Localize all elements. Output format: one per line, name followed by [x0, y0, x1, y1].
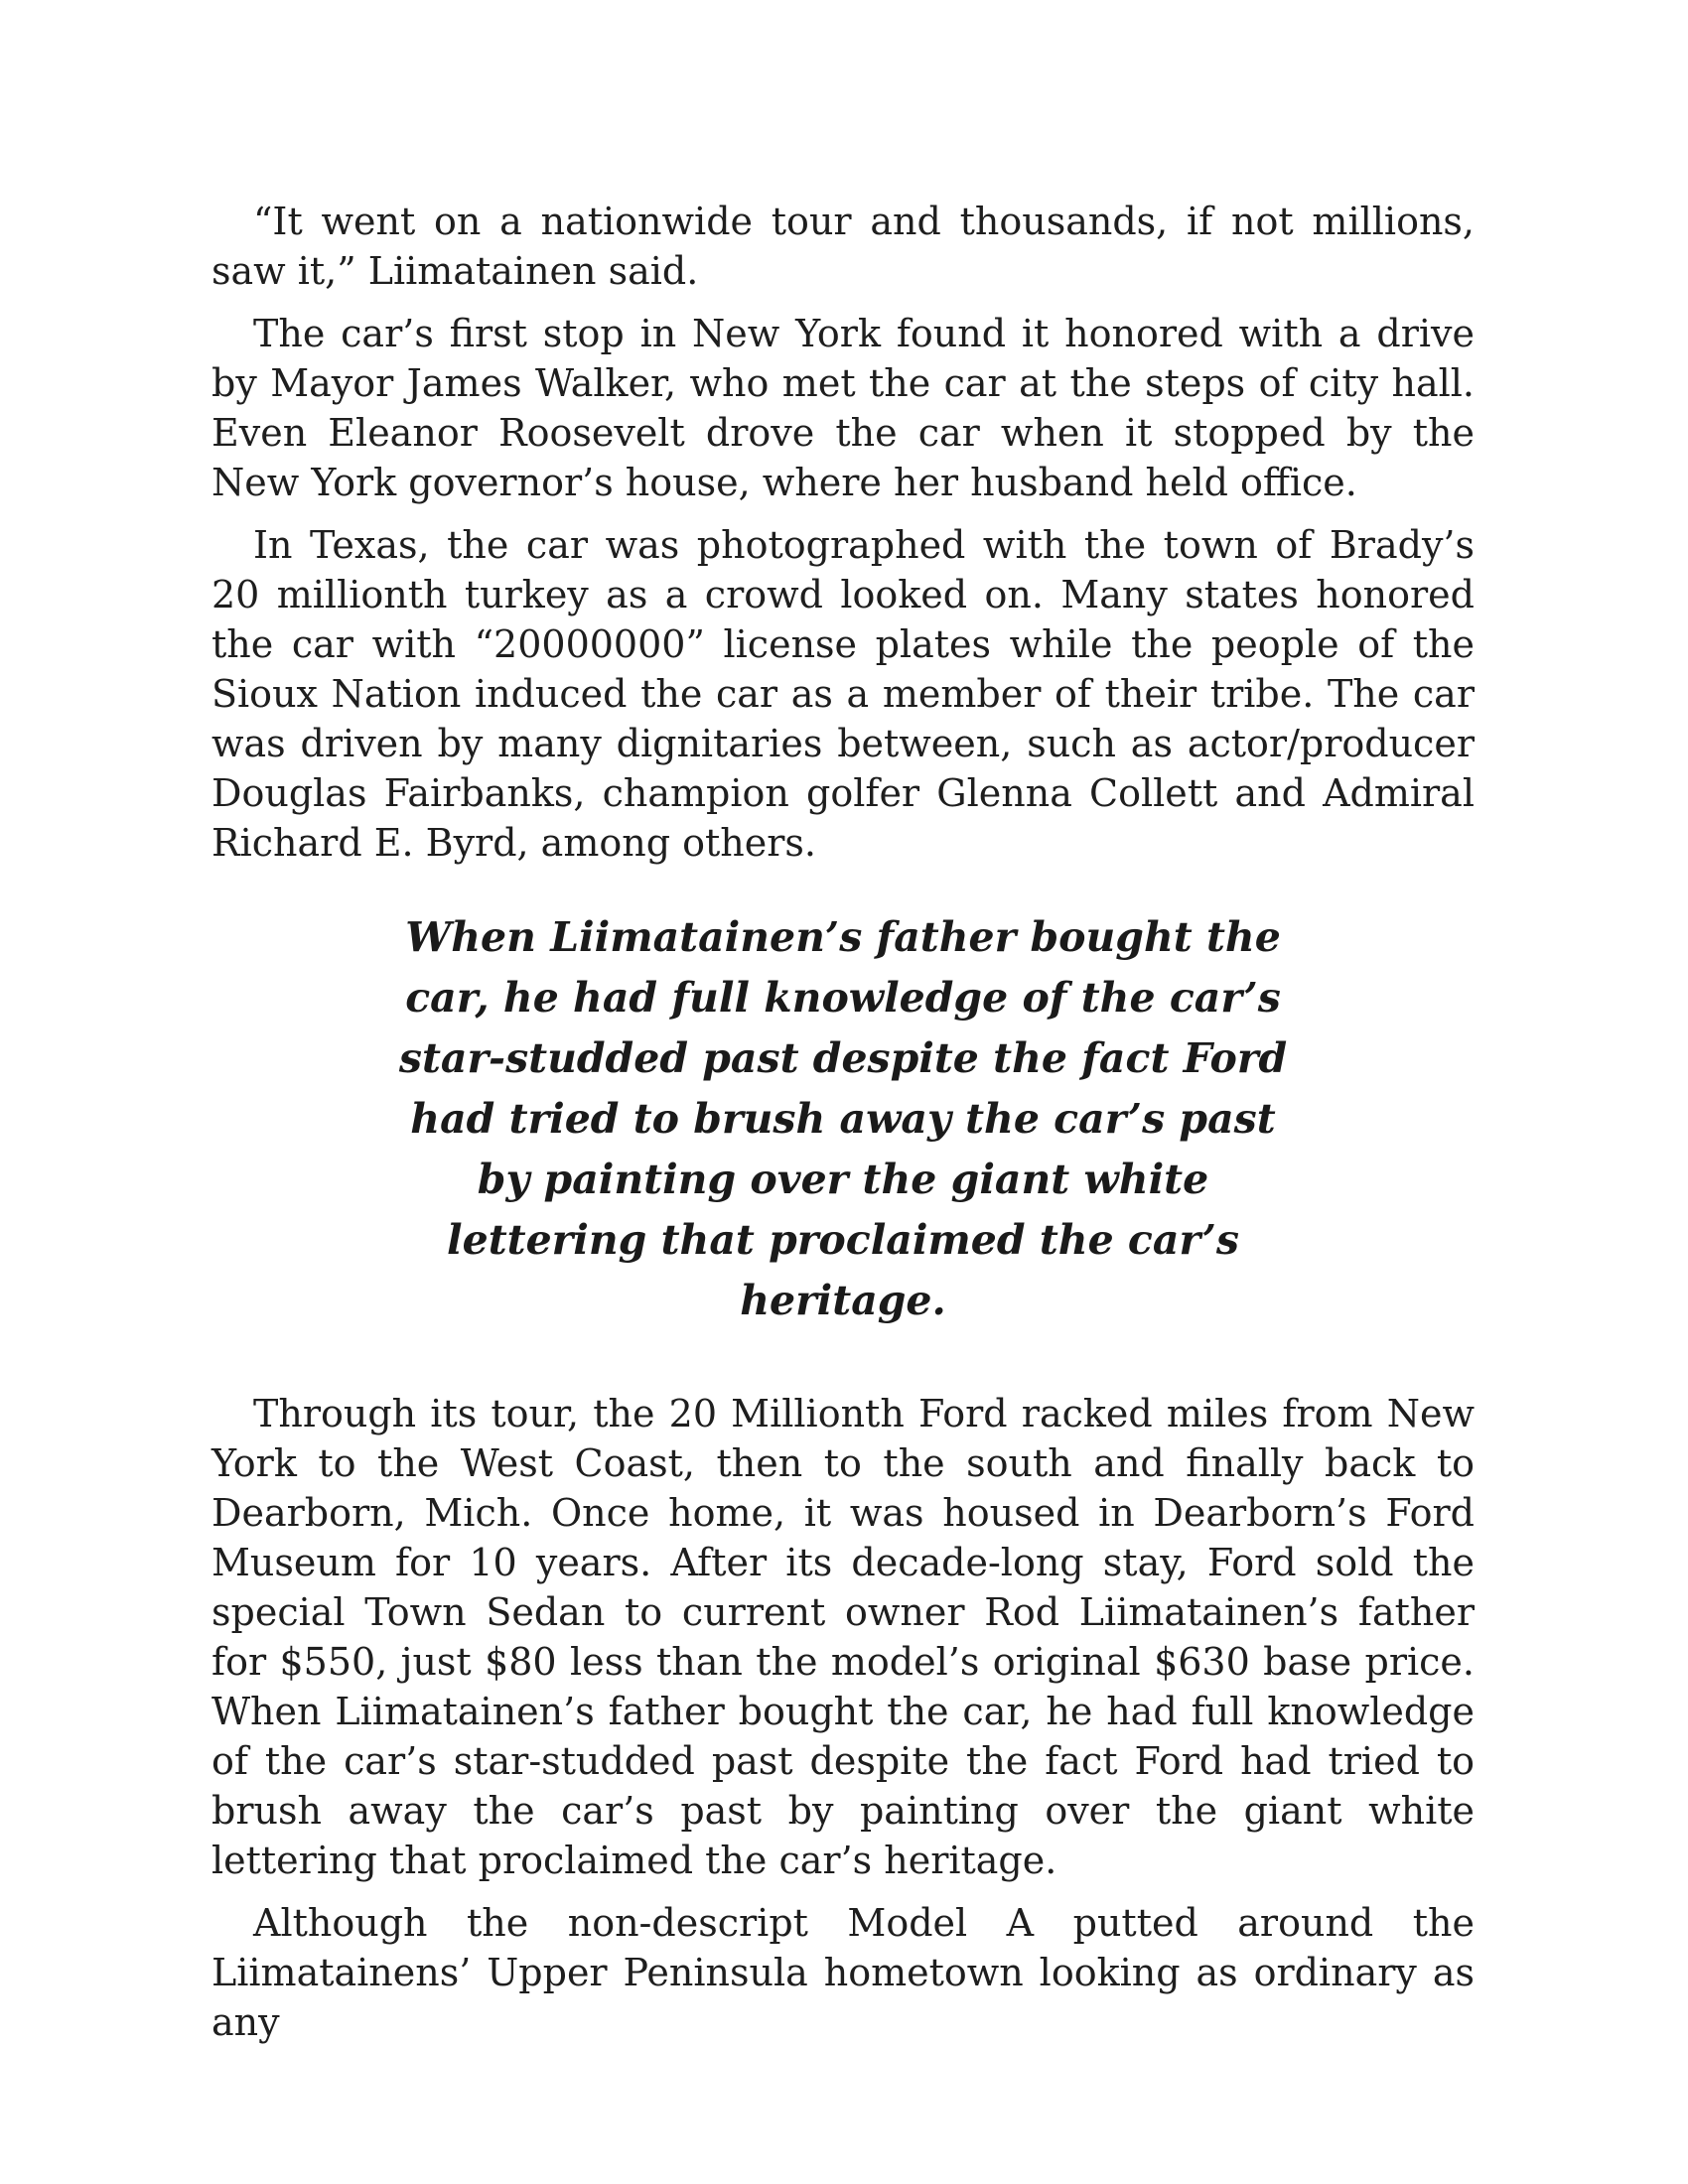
paragraph-tour-and-sale: Through its tour, the 20 Millionth Ford racked miles from New York to the West Coast, then to the south and finally back to Dearborn, Mich. Once home, it was housed in Dearborn’s Ford Museum for 10 years. After its decade-long stay, Ford sold the special Town Sedan to current owner Rod Liimatainen’s father for $550, just $80 less than the model’s original $630 base price. When Liimatainen’s father bought the car, he had full knowledge of the car’s star-studded past despite the fact Ford had tried to brush away the car’s past by painting over the giant white lettering that proclaimed the car’s heritage. [211, 1392, 1475, 1882]
paragraph-new-york-stop: The car’s first stop in New York found it honored with a drive by Mayor James Walker, who met the car at the steps of city hall. Even Eleanor Roosevelt drove the car when it stopped by the New York governor’s house, where her husband held office. [211, 312, 1475, 504]
pull-quote: When Liimatainen’s father bought the car, he had full knowledge of the car’s star-studded past despite the fact Ford had tried to brush away the car’s past by painting over the giant white lettering that proclaimed the car’s heritage. [398, 913, 1288, 1324]
paragraph-texas-dignitaries: In Texas, the car was photographed with the town of Brady’s 20 millionth turkey as a crowd looked on. Many states honored the car with “20000000” license plates while the people of the Sioux Nation induced the car as a member of their tribe. The car was driven by many dignitaries between, such as actor/producer Douglas Fairbanks, champion golfer Glenna Collett and Admiral Richard E. Byrd, among others. [211, 523, 1475, 865]
article-body [211, 197, 1475, 2060]
paragraph-tour-quote: “It went on a nationwide tour and thousands, if not millions, saw it,” Liimatainen said. [211, 200, 1475, 293]
paragraph-model-a-hometown: Although the non-descript Model A putted around the Liimatainens’ Upper Peninsula hometown looking as ordinary as any [211, 1901, 1475, 2044]
